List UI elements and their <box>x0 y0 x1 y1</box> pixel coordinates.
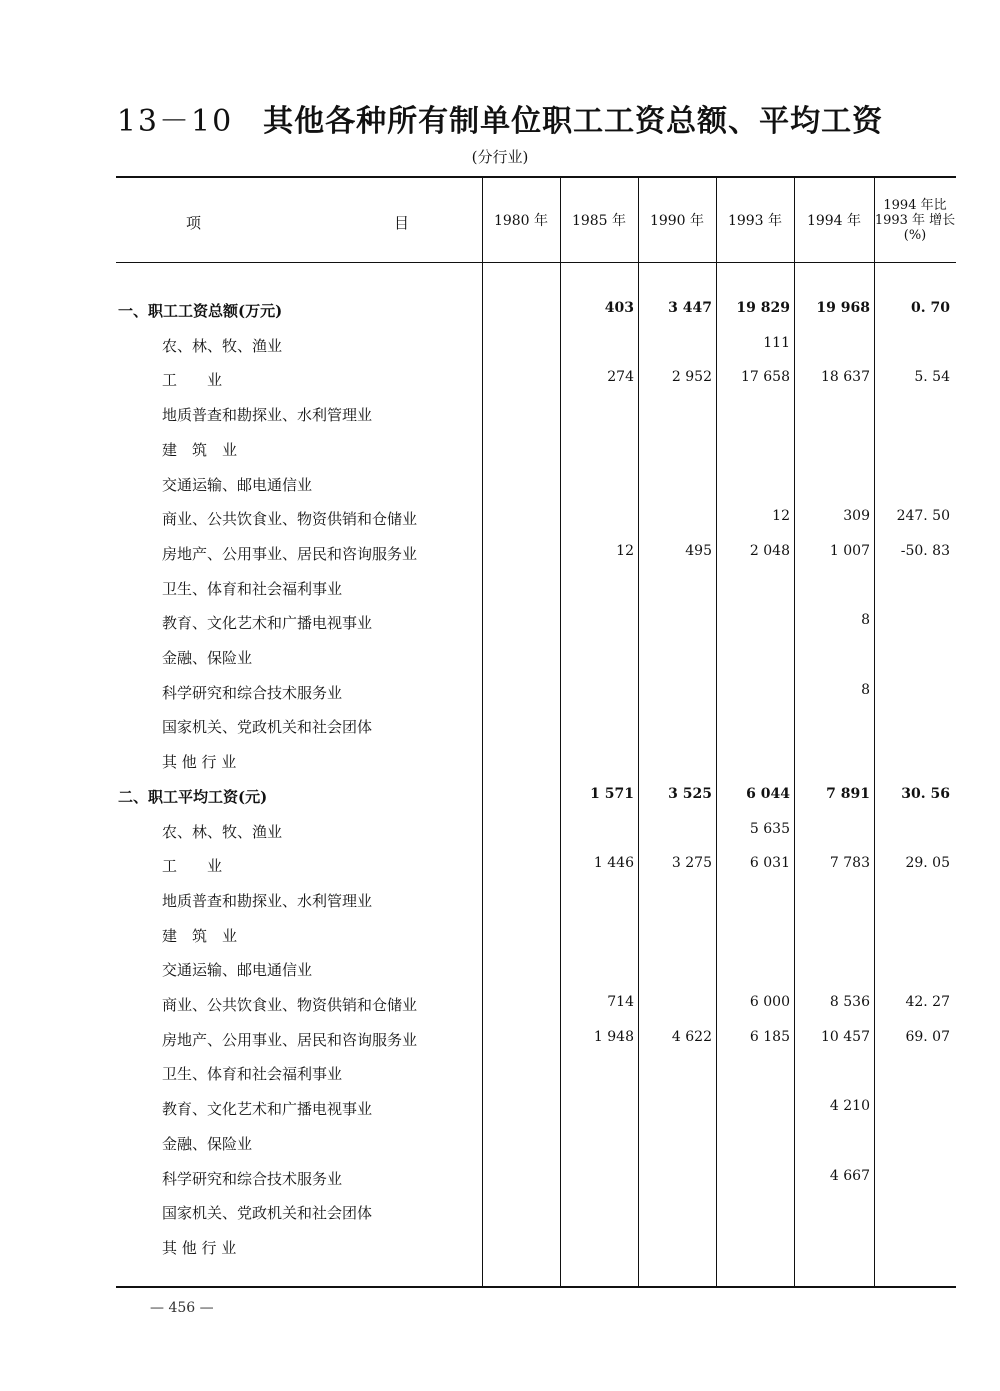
value-cell: 69. 07 <box>905 1028 950 1045</box>
table-row <box>116 847 956 881</box>
table-row <box>116 1021 956 1055</box>
row-label: 商业、公共饮食业、物资供销和仓储业 <box>162 996 418 1014</box>
value-cell: 4 210 <box>829 1098 870 1115</box>
header-col-1994: 1994 年 <box>806 213 862 229</box>
table-row <box>116 327 956 361</box>
row-label: 交通运输、邮电通信业 <box>162 961 313 980</box>
value-cell: 4 622 <box>671 1028 712 1045</box>
value-cell: 5 635 <box>749 820 790 837</box>
table-row <box>116 986 956 1020</box>
table-row <box>116 396 956 430</box>
value-cell: 1 571 <box>590 785 634 802</box>
value-cell: 6 000 <box>749 994 790 1010</box>
value-cell: -50. 83 <box>900 542 950 559</box>
table-row <box>116 674 956 708</box>
value-cell: 8 <box>861 681 870 698</box>
table-row <box>116 1229 956 1263</box>
section-label: 二、职工平均工资(元) <box>118 787 268 806</box>
value-cell: 2 048 <box>749 542 790 559</box>
value-cell: 19 829 <box>736 300 790 316</box>
table-number: 13－10 <box>116 104 234 139</box>
table-row <box>116 570 956 604</box>
row-label: 房地产、公用事业、居民和咨询服务业 <box>162 1030 418 1049</box>
value-cell: 0. 70 <box>911 300 950 316</box>
header-col-1985: 1985 年 <box>571 213 627 229</box>
value-cell: 1 446 <box>593 855 634 872</box>
value-cell: 12 <box>772 508 790 525</box>
row-label: 科学研究和综合技术服务业 <box>162 683 343 702</box>
table-row <box>116 882 956 916</box>
value-cell: 1 007 <box>829 542 870 559</box>
table-row <box>116 708 956 742</box>
value-cell: 1 948 <box>593 1028 634 1045</box>
row-label: 农、林、牧、渔业 <box>162 336 283 355</box>
value-cell: 17 658 <box>741 369 790 386</box>
value-cell: 309 <box>843 508 870 525</box>
table-row <box>116 604 956 638</box>
table-row <box>116 1090 956 1124</box>
row-label: 国家机关、党政机关和社会团体 <box>162 1204 373 1223</box>
row-label: 农、林、牧、渔业 <box>162 822 283 841</box>
header-col-1980: 1980 年 <box>493 213 549 229</box>
row-label: 建 筑 业 <box>162 926 238 945</box>
table-row <box>116 1160 956 1194</box>
table-row <box>116 1194 956 1228</box>
value-cell: 403 <box>604 300 634 316</box>
table-row <box>116 951 956 985</box>
value-cell: 495 <box>685 542 712 559</box>
header-item-right: 目 <box>394 214 410 232</box>
value-cell: 18 637 <box>821 369 870 386</box>
value-cell: 3 275 <box>671 855 712 872</box>
value-cell: 6 185 <box>749 1028 790 1045</box>
section-row <box>116 778 956 812</box>
value-cell: 4 667 <box>829 1167 870 1184</box>
value-cell: 3 525 <box>668 785 712 802</box>
row-label: 工 业 <box>162 857 223 876</box>
section-label: 一、职工工资总额(万元) <box>118 302 283 320</box>
value-cell: 274 <box>607 369 634 386</box>
value-cell: 19 968 <box>816 300 870 316</box>
table-row <box>116 1125 956 1159</box>
value-cell: 714 <box>607 994 634 1010</box>
row-label: 其 他 行 业 <box>162 753 237 772</box>
row-label: 教育、文化艺术和广播电视事业 <box>162 614 373 633</box>
row-label: 卫生、体育和社会福利事业 <box>162 579 343 598</box>
table-row <box>116 1055 956 1089</box>
table-row <box>116 917 956 951</box>
value-cell: 8 536 <box>829 994 870 1010</box>
value-cell: 6 031 <box>749 855 790 872</box>
value-cell: 7 783 <box>829 855 870 872</box>
row-label: 商业、公共饮食业、物资供销和仓储业 <box>162 510 418 529</box>
row-label: 卫生、体育和社会福利事业 <box>162 1065 343 1084</box>
table-subtitle: (分行业) <box>471 148 529 166</box>
table-row <box>116 535 956 569</box>
value-cell: 7 891 <box>826 785 870 802</box>
value-cell: 111 <box>763 334 790 351</box>
row-label: 交通运输、邮电通信业 <box>162 475 313 494</box>
row-label: 房地产、公用事业、居民和咨询服务业 <box>162 544 418 563</box>
value-cell: 30. 56 <box>901 785 950 802</box>
value-cell: 247. 50 <box>896 508 950 525</box>
section-row <box>116 292 956 326</box>
value-cell: 29. 05 <box>905 855 950 872</box>
table-row <box>116 743 956 777</box>
page-title <box>0 96 1000 140</box>
row-label: 金融、保险业 <box>162 649 253 667</box>
table-row <box>116 813 956 847</box>
table-row <box>116 639 956 673</box>
value-cell: 42. 27 <box>905 994 950 1010</box>
row-label: 金融、保险业 <box>162 1134 253 1153</box>
row-label: 科学研究和综合技术服务业 <box>162 1169 343 1188</box>
value-cell: 12 <box>616 542 634 559</box>
row-label: 教育、文化艺术和广播电视事业 <box>162 1100 373 1119</box>
value-cell: 6 044 <box>746 785 790 802</box>
row-label: 其 他 行 业 <box>162 1238 237 1257</box>
row-label: 国家机关、党政机关和社会团体 <box>162 718 373 737</box>
value-cell: 8 <box>861 612 870 629</box>
header-col-growth: 1994 年比 1993 年 增长(%) <box>874 197 956 243</box>
row-label: 地质普查和勘探业、水利管理业 <box>162 891 373 910</box>
value-cell: 3 447 <box>668 300 712 316</box>
table-row <box>116 466 956 500</box>
table-row <box>116 500 956 534</box>
page-number: — 456 — <box>150 1300 214 1316</box>
data-table <box>116 176 956 1288</box>
row-label: 地质普查和勘探业、水利管理业 <box>162 406 373 425</box>
table-row <box>116 361 956 395</box>
value-cell: 5. 54 <box>914 369 950 386</box>
table-row <box>116 431 956 465</box>
table-title: 其他各种所有制单位职工工资总额、平均工资 <box>263 104 884 139</box>
value-cell: 10 457 <box>821 1028 870 1045</box>
table-header <box>116 178 956 263</box>
row-label: 建 筑 业 <box>162 440 238 459</box>
value-cell: 2 952 <box>671 369 712 386</box>
header-item-left: 项 <box>186 214 202 232</box>
header-col-1993: 1993 年 <box>727 213 783 229</box>
header-col-1990: 1990 年 <box>649 213 705 229</box>
row-label: 工 业 <box>162 371 223 390</box>
